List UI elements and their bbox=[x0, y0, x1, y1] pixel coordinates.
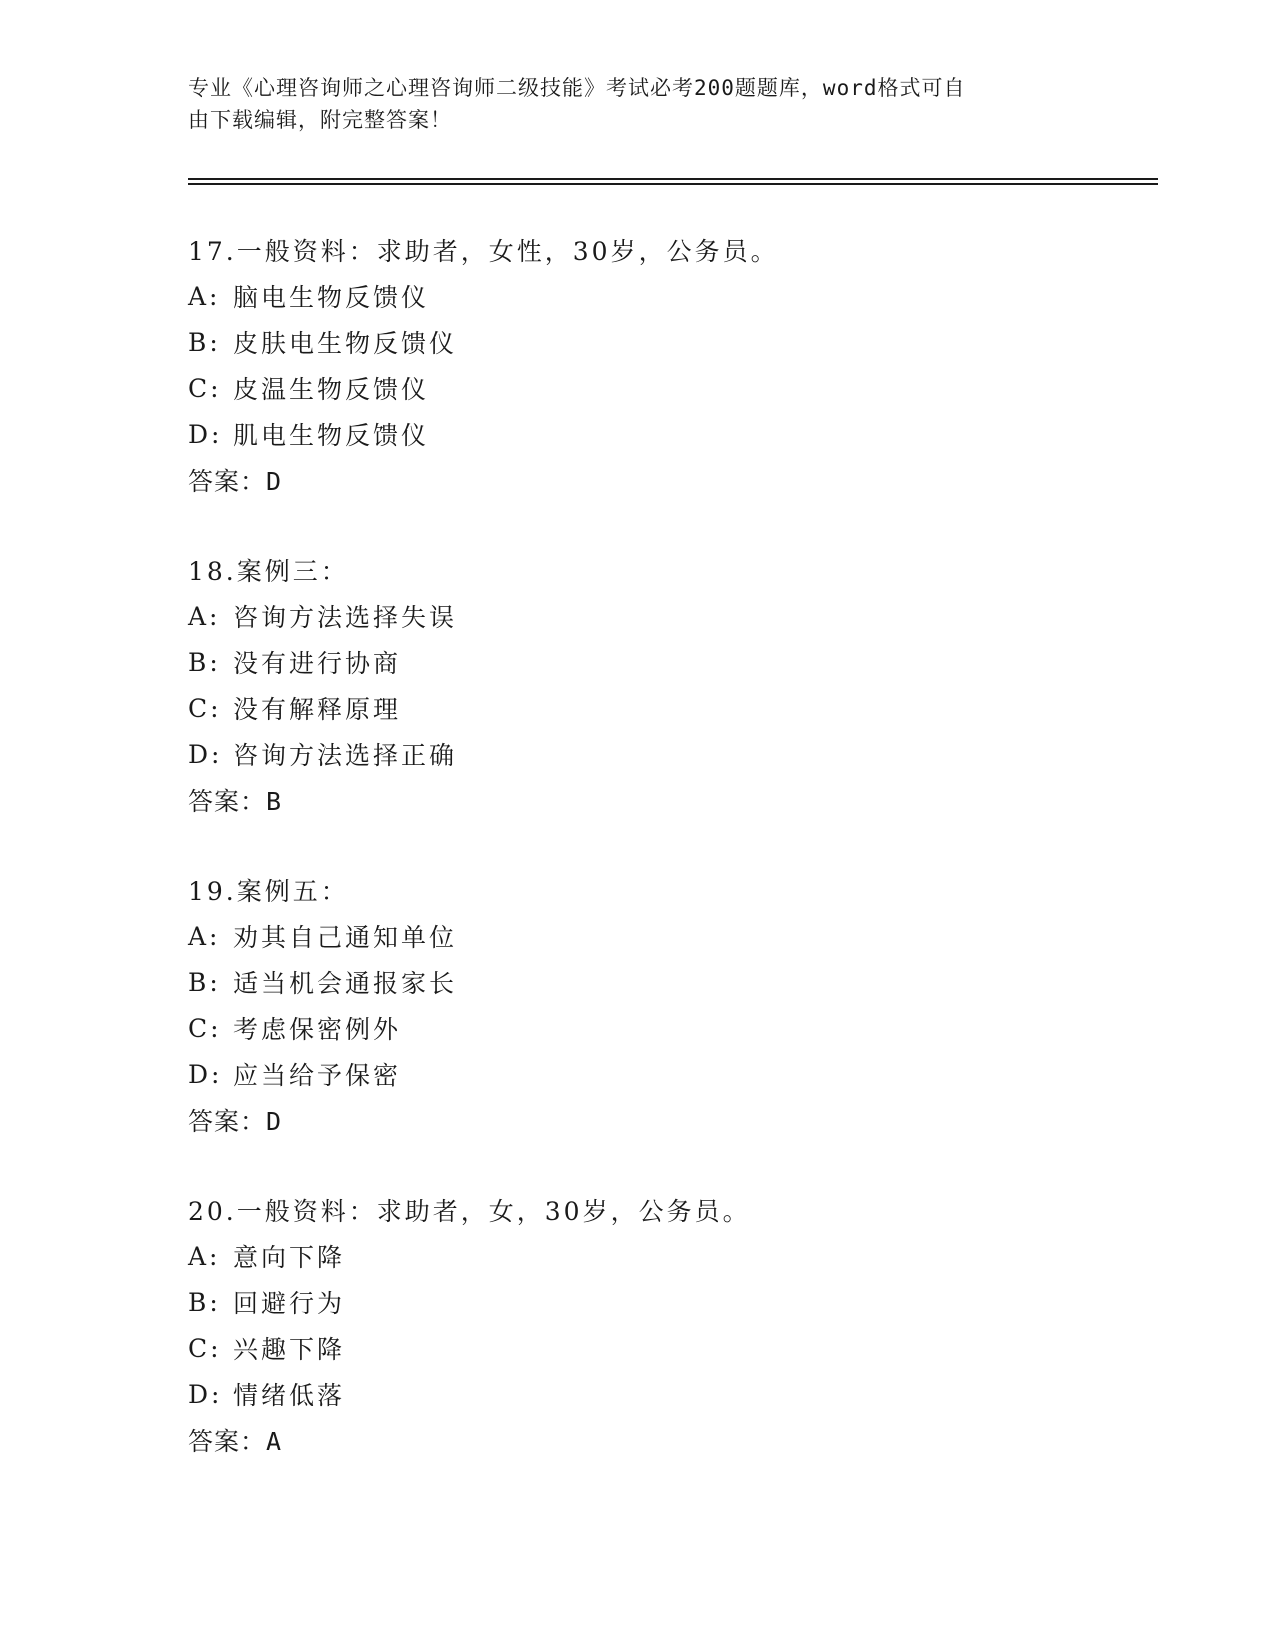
question-17 bbox=[188, 227, 779, 503]
option-text: 情绪低落 bbox=[233, 1381, 346, 1410]
option-b bbox=[188, 639, 457, 685]
option-letter: B: bbox=[188, 1287, 221, 1317]
option-d bbox=[188, 1371, 751, 1417]
option-letter: A: bbox=[188, 1241, 221, 1271]
option-text: 劝其自己通知单位 bbox=[233, 923, 458, 952]
option-letter: A: bbox=[188, 281, 221, 311]
option-c bbox=[188, 685, 457, 731]
option-text: 咨询方法选择失误 bbox=[233, 603, 458, 632]
question-title: 17.一般资料：求助者，女性，30岁，公务员。 bbox=[188, 237, 779, 266]
answer-line: 答案：B bbox=[188, 787, 283, 816]
option-text: 咨询方法选择正确 bbox=[233, 741, 458, 770]
option-letter: C: bbox=[188, 373, 222, 403]
question-20 bbox=[188, 1187, 751, 1463]
option-c bbox=[188, 365, 779, 411]
option-letter: B: bbox=[188, 967, 221, 997]
option-letter: D: bbox=[188, 419, 223, 449]
option-letter: A: bbox=[188, 601, 221, 631]
option-text: 兴趣下降 bbox=[233, 1335, 346, 1364]
option-a bbox=[188, 1233, 751, 1279]
option-c bbox=[188, 1005, 457, 1051]
answer-line: 答案：D bbox=[188, 467, 283, 496]
option-d bbox=[188, 1051, 457, 1097]
header-divider-bottom bbox=[188, 183, 1158, 185]
option-b bbox=[188, 319, 779, 365]
option-letter: D: bbox=[188, 1379, 223, 1409]
question-title: 19.案例五： bbox=[188, 877, 349, 906]
question-title: 18.案例三： bbox=[188, 557, 349, 586]
option-letter: B: bbox=[188, 647, 221, 677]
header-line-2: 由下载编辑，附完整答案！ bbox=[188, 108, 452, 132]
option-b bbox=[188, 1279, 751, 1325]
option-text: 没有进行协商 bbox=[233, 649, 402, 678]
option-text: 皮温生物反馈仪 bbox=[233, 375, 430, 404]
option-b bbox=[188, 959, 457, 1005]
option-letter: B: bbox=[188, 327, 221, 357]
answer-line: 答案：D bbox=[188, 1107, 283, 1136]
option-a bbox=[188, 273, 779, 319]
option-text: 适当机会通报家长 bbox=[233, 969, 458, 998]
option-d bbox=[188, 411, 779, 457]
option-letter: C: bbox=[188, 693, 222, 723]
header-divider-top bbox=[188, 178, 1158, 180]
question-18 bbox=[188, 547, 457, 823]
question-19 bbox=[188, 867, 457, 1143]
option-letter: D: bbox=[188, 1059, 223, 1089]
option-text: 肌电生物反馈仪 bbox=[233, 421, 430, 450]
option-text: 皮肤电生物反馈仪 bbox=[233, 329, 458, 358]
option-text: 回避行为 bbox=[233, 1289, 346, 1318]
option-letter: D: bbox=[188, 739, 223, 769]
answer-line: 答案：A bbox=[188, 1427, 283, 1456]
option-a bbox=[188, 593, 457, 639]
option-letter: C: bbox=[188, 1013, 222, 1043]
option-text: 考虑保密例外 bbox=[233, 1015, 402, 1044]
document-header bbox=[188, 72, 1088, 136]
option-text: 脑电生物反馈仪 bbox=[233, 283, 430, 312]
option-c bbox=[188, 1325, 751, 1371]
option-text: 没有解释原理 bbox=[233, 695, 402, 724]
option-d bbox=[188, 731, 457, 777]
option-a bbox=[188, 913, 457, 959]
option-letter: A: bbox=[188, 921, 221, 951]
option-letter: C: bbox=[188, 1333, 222, 1363]
option-text: 应当给予保密 bbox=[233, 1061, 402, 1090]
question-title: 20.一般资料：求助者，女，30岁，公务员。 bbox=[188, 1197, 751, 1226]
option-text: 意向下降 bbox=[233, 1243, 346, 1272]
header-line-1: 专业《心理咨询师之心理咨询师二级技能》考试必考200题题库，word格式可自 bbox=[188, 76, 966, 100]
